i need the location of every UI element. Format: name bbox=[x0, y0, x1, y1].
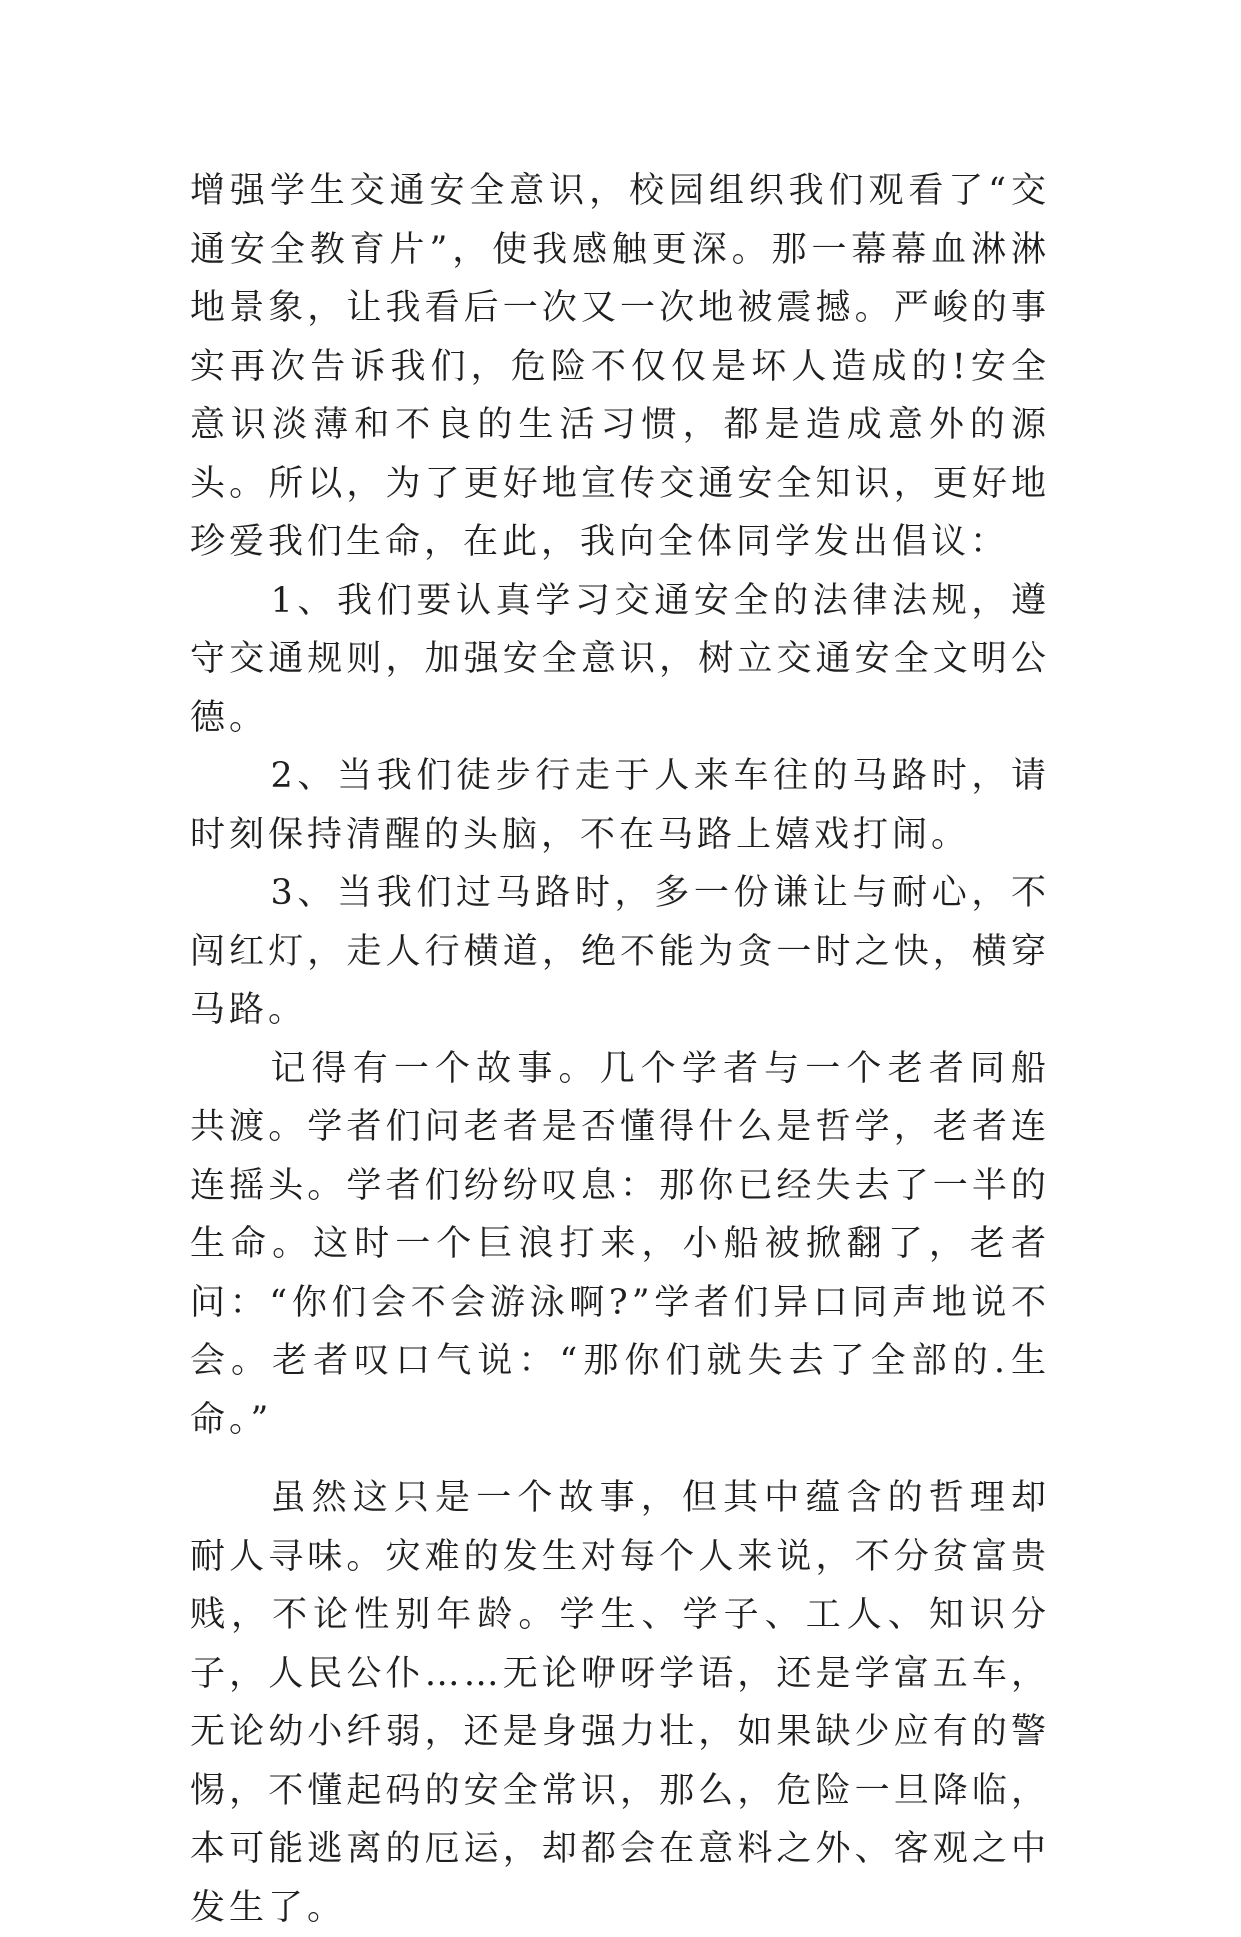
paragraph-item-2: 2、当我们徒步行走于人来车往的马路时，请时刻保持清醒的头脑，不在马路上嬉戏打闹。 bbox=[190, 756, 1050, 855]
paragraph-item-3: 3、当我们过马路时，多一份谦让与耐心，不闯红灯，走人行横道，绝不能为贪一时之快，横穿马路。 bbox=[190, 873, 1050, 1030]
paragraph-story: 记得有一个故事。几个学者与一个老者同船共渡。学者们问老者是否懂得什么是哲学，老者连连摇头。学者们纷纷叹息：那你已经失去了一半的生命。这时一个巨浪打来，小船被掀翻了，老者问：“你们会不会游泳啊?”学者们异口同声地说不会。老者叹口气说：“那你们就失去了全部的.生命。” bbox=[190, 1048, 1050, 1440]
document-body bbox=[190, 162, 1050, 1937]
paragraph-conclusion: 虽然这只是一个故事，但其中蕴含的哲理却耐人寻味。灾难的发生对每个人来说，不分贫富贵贱，不论性别年龄。学生、学子、工人、知识分子，人民公仆……无论咿呀学语，还是学富五车，无论幼小纤弱，还是身强力壮，如果缺少应有的警惕，不懂起码的安全常识，那么，危险一旦降临，本可能逃离的厄运，却都会在意料之外、客观之中发生了。 bbox=[190, 1478, 1050, 1928]
paragraph-intro: 增强学生交通安全意识，校园组织我们观看了“交通安全教育片”，使我感触更深。那一幕幕血淋淋地景象，让我看后一次又一次地被震撼。严峻的事实再次告诉我们，危险不仅仅是坏人造成的!安全意识淡薄和不良的生活习惯，都是造成意外的源头。所以，为了更好地宣传交通安全知识，更好地珍爱我们生命，在此，我向全体同学发出倡议： bbox=[190, 171, 1050, 562]
paragraph-item-1: 1、我们要认真学习交通安全的法律法规，遵守交通规则，加强安全意识，树立交通安全文明公德。 bbox=[190, 580, 1050, 738]
